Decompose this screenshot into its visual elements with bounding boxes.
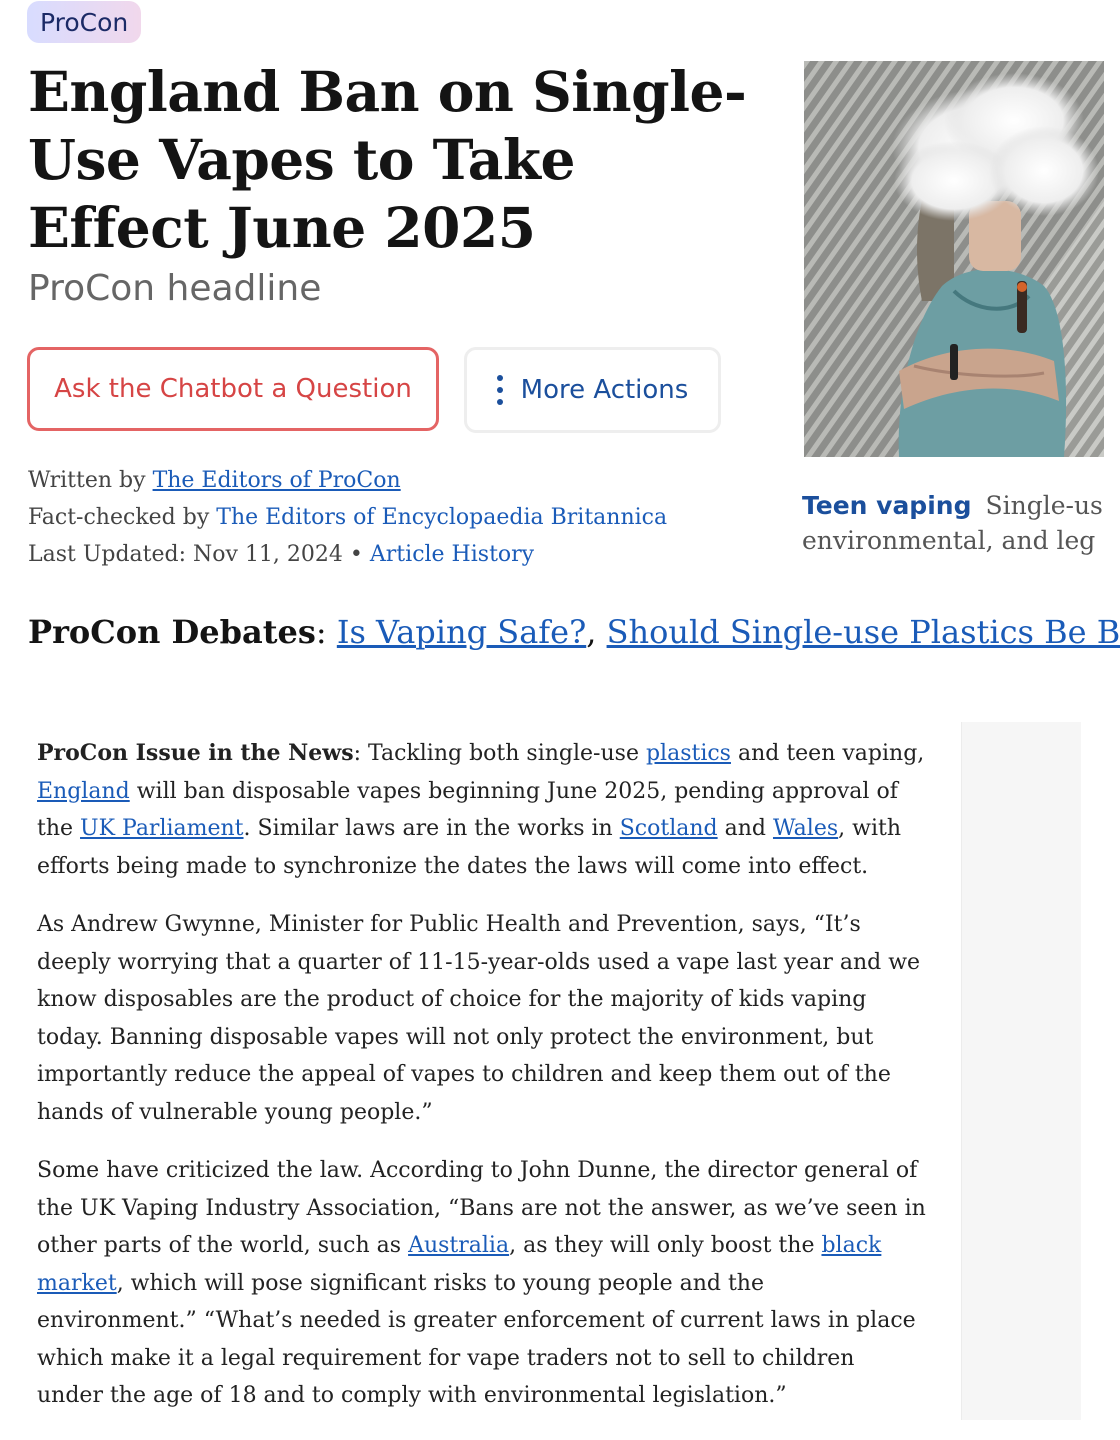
article-paragraph-2: As Andrew Gwynne, Minister for Public Health and Prevention, says, “It’s deeply worrying that a quarter of 11-15-year-olds used a vape last year and we know disposables are the product of choice for the majority of kids vaping today. Banning disposable vapes will not only protect the environment, but importantly reduce the appeal of vapes to children and keep them out of the hands of vulnerable young people.” — [37, 912, 921, 1125]
caption-title: Teen vaping — [802, 491, 972, 520]
text: . Similar laws are in the works in — [243, 816, 620, 841]
caption-text-line2: environmental, and leg — [802, 526, 1096, 555]
updated-line — [28, 536, 667, 573]
teen-vaping-illustration — [804, 61, 1104, 457]
written-by-line — [28, 462, 667, 499]
link-plastics[interactable]: plastics — [645, 741, 731, 766]
ask-chatbot-button[interactable] — [27, 347, 439, 431]
article-body — [37, 735, 927, 1436]
text: and — [717, 816, 773, 841]
debates-label: ProCon Debates — [28, 613, 316, 651]
procon-debates — [28, 613, 1120, 651]
written-by-label: Written by — [28, 468, 146, 493]
article-subtitle: ProCon headline — [28, 268, 322, 309]
debates-comma: , — [586, 613, 597, 651]
text: , with efforts being made to synchronize the dates the laws will come into effect. — [37, 816, 902, 879]
author-link[interactable]: The Editors of ProCon — [152, 468, 401, 493]
article-history-link[interactable]: Article History — [369, 542, 535, 567]
meta-separator: • — [349, 542, 363, 567]
debate-link-plastics[interactable]: Should Single-use Plastics Be B — [606, 613, 1120, 651]
link-england[interactable]: England — [37, 778, 130, 804]
article-paragraph-1 — [37, 735, 927, 885]
debate-link-vaping[interactable]: Is Vaping Safe? — [336, 613, 587, 651]
article-title: England Ban on Single-Use Vapes to Take Effect June 2025 — [28, 59, 747, 260]
last-updated: Last Updated: Nov 11, 2024 — [28, 542, 343, 567]
fact-checked-label: Fact-checked by — [28, 505, 210, 530]
text: , as they will only boost the — [509, 1233, 822, 1258]
more-actions-button[interactable] — [464, 347, 721, 433]
ask-chatbot-label: Ask the Chatbot a Question — [54, 374, 412, 404]
teen-vaping-photo[interactable] — [804, 61, 1104, 457]
link-australia[interactable]: Australia — [408, 1233, 510, 1258]
caption-text-line1: Single-us — [985, 491, 1103, 520]
more-actions-label: More Actions — [520, 375, 689, 405]
text: and teen vaping, — [730, 741, 925, 766]
procon-badge[interactable]: ProCon — [27, 1, 141, 43]
fact-checked-line — [28, 499, 667, 536]
article-meta — [28, 462, 667, 573]
link-black-market[interactable]: black market — [37, 1233, 882, 1296]
right-sidebar — [961, 722, 1081, 1420]
image-caption — [802, 488, 1102, 558]
issue-in-news-label: ProCon Issue in the News — [37, 740, 354, 766]
text: : Tackling both single-use — [353, 741, 646, 766]
link-uk-parliament[interactable]: UK Parliament — [80, 816, 244, 841]
fact-checker-link[interactable]: The Editors of Encyclopaedia Britannica — [216, 505, 668, 530]
more-vertical-icon — [497, 375, 503, 405]
link-wales[interactable]: Wales — [772, 816, 839, 841]
text: Some have criticized the law. According to John Dunne, the director general of the UK Vaping Industry Association, “Bans are not the answer, as we’ve seen in other parts of the world, such as — [37, 1158, 926, 1258]
text: , which will pose significant risks to young people and the environment.” “What’s needed is greater enforcement of current laws in place which make it a legal requirement for vape traders not to sell to children under the age of 18 and to comply with environmental legislation.” — [37, 1270, 916, 1408]
text: will ban disposable vapes beginning June 2025, pending approval of the — [37, 778, 898, 841]
article-paragraph-3 — [37, 1152, 927, 1415]
link-scotland[interactable]: Scotland — [619, 816, 718, 841]
debates-colon: : — [315, 613, 327, 651]
